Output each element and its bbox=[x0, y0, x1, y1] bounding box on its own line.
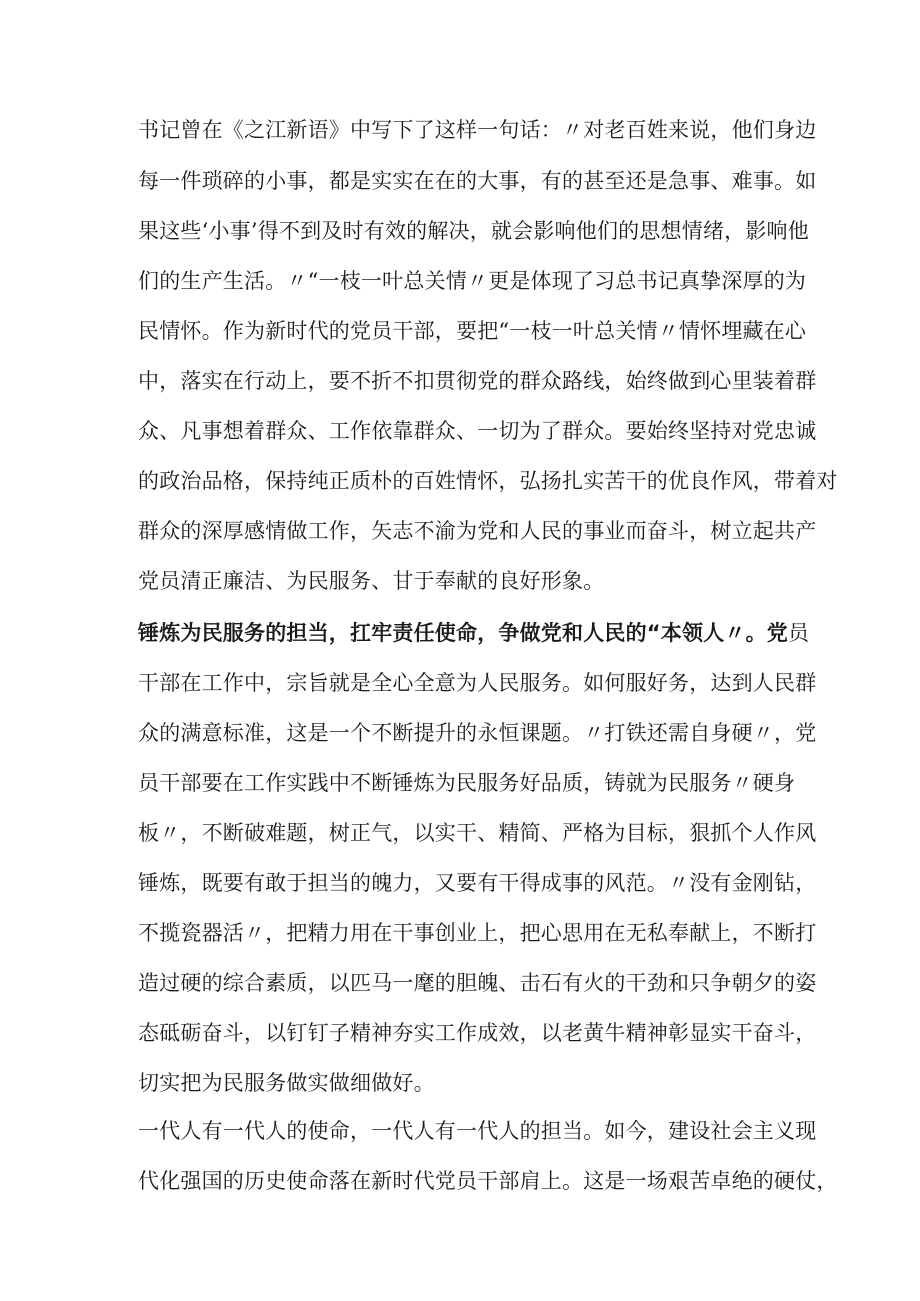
text-line: 的政治品格，保持纯正质朴的百姓情怀，弘扬扎实苦干的优良作风，带着对 bbox=[138, 469, 838, 493]
text-line: 一代人有一代人的使命，一代人有一代人的担当。如今，建设社会主义现 bbox=[138, 1119, 817, 1143]
text-line: 员干部要在工作实践中不断锤炼为民服务好品质，铸就为民服务〃硬身 bbox=[138, 771, 796, 795]
text-line: 代化强国的历史使命落在新时代党员干部肩上。这是一场艰苦卓绝的硬仗， bbox=[138, 1169, 838, 1193]
text-line: 果这些‘小事’得不到及时有效的解决，就会影响他们的思想情绪，影响他 bbox=[138, 219, 809, 243]
text-line: 切实把为民服务做实做细做好。 bbox=[138, 1071, 435, 1095]
text-line: 每一件琐碎的小事，都是实实在在的大事，有的甚至还是急事、难事。如 bbox=[138, 169, 817, 193]
text-line: 群众的深厚感情做工作，矢志不渝为党和人民的事业而奋斗，树立起共产 bbox=[138, 519, 817, 543]
text-line: 众、凡事想着群众、工作依靠群众、一切为了群众。要始终坚持对党忠诚 bbox=[138, 419, 817, 443]
text-line: 锤炼，既要有敢于担当的魄力，又要有干得成事的风范。〃没有金刚钻， bbox=[138, 871, 817, 895]
text-line: 众的满意标准，这是一个不断提升的永恒课题。〃打铁还需自身硬〃，党 bbox=[138, 721, 817, 745]
text-line: 不揽瓷器活〃，把精力用在干事创业上，把心思用在无私奉献上，不断打 bbox=[138, 921, 817, 945]
text-line: 板〃，不断破难题，树正气，以实干、精简、严格为目标，狠抓个人作风 bbox=[138, 821, 817, 845]
text-line: 态砥砺奋斗，以钉钉子精神夯实工作成效，以老黄牛精神彰显实干奋斗， bbox=[138, 1021, 817, 1045]
section-heading: 锤炼为民服务的担当，扛牢责任使命，争做党和人民的“本领人〃。党 bbox=[138, 621, 788, 645]
text-line: 们的生产生活。〃“一枝一叶总关情〃更是体现了习总书记真挚深厚的为 bbox=[138, 269, 807, 293]
text-line: 党员清正廉洁、为民服务、甘于奉献的良好形象。 bbox=[138, 569, 605, 593]
text-line: 中，落实在行动上，要不折不扣贯彻党的群众路线，始终做到心里装着群 bbox=[138, 369, 817, 393]
text-line: 书记曾在《之江新语》中写下了这样一句话：〃对老百姓来说，他们身边 bbox=[138, 118, 817, 142]
text-line: 民情怀。作为新时代的党员干部，要把“一枝一叶总关情〃情怀埋藏在心 bbox=[138, 319, 807, 343]
section-heading-line bbox=[138, 618, 809, 648]
heading-line-tail: 员 bbox=[788, 621, 810, 645]
text-line: 造过硬的综合素质，以匹马一麾的胆魄、击石有火的干劲和只争朝夕的姿 bbox=[138, 971, 817, 995]
text-line: 干部在工作中，宗旨就是全心全意为人民服务。如何服好务，达到人民群 bbox=[138, 671, 817, 695]
